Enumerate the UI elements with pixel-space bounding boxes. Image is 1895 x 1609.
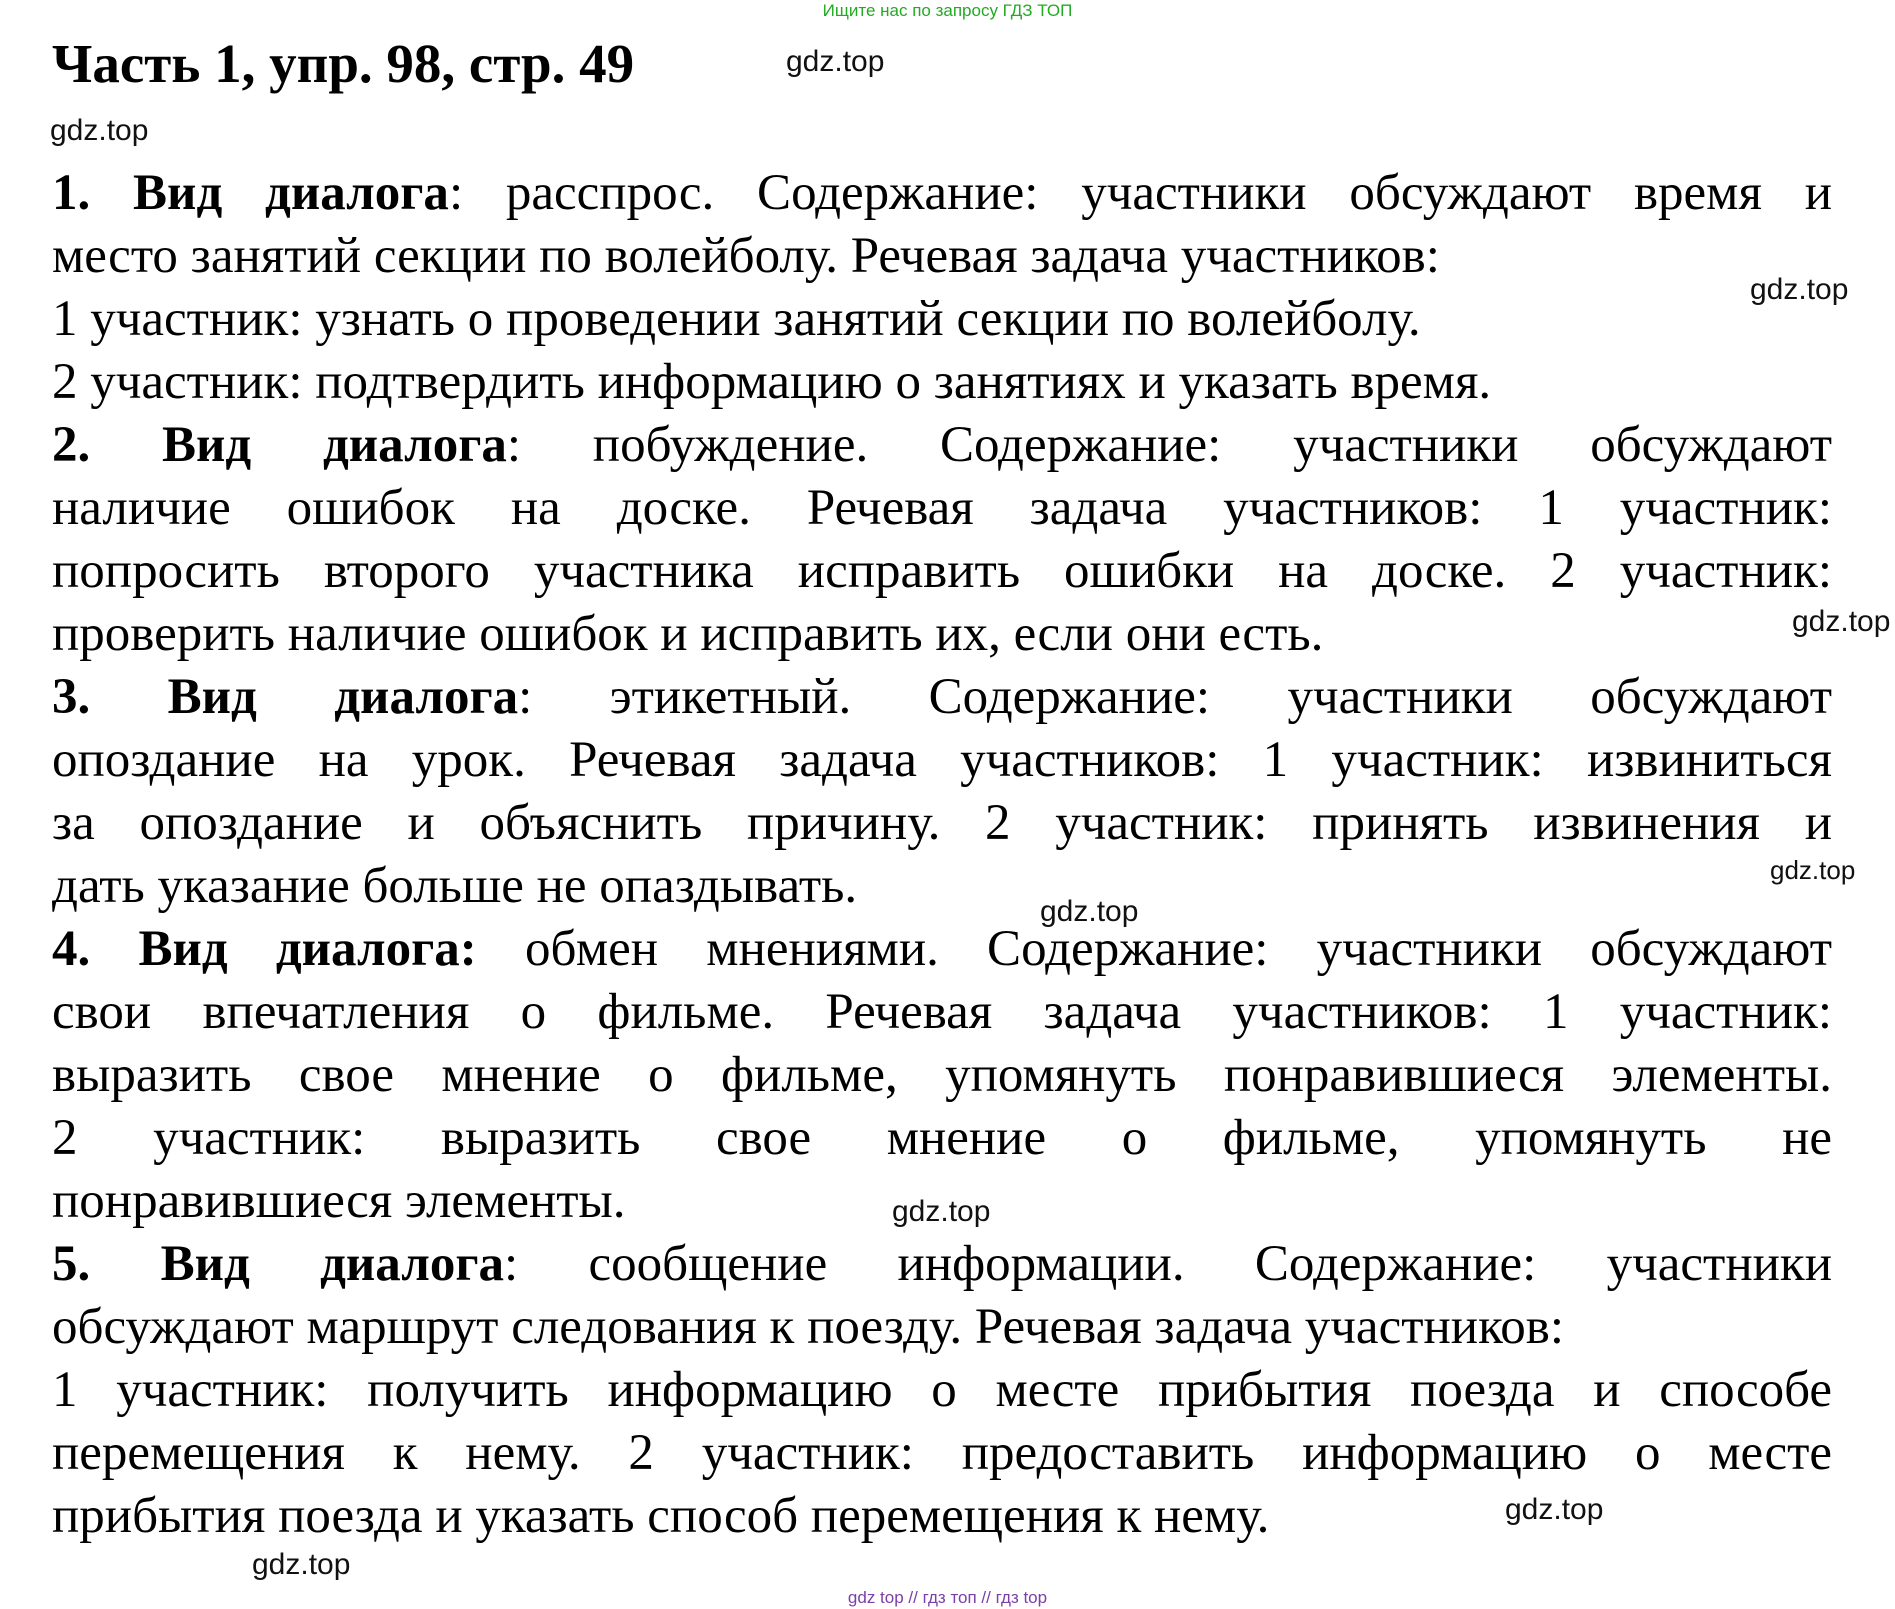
paragraph-5-line-5: прибытия поезда и указать способ перемещения к нему.: [52, 1488, 1270, 1544]
footer-watermark: gdz top // гдз топ // гдз top: [847, 1588, 1048, 1607]
paragraph-5-line-3: 1 участник: получить информацию о месте прибытия поезда и способе: [52, 1362, 1832, 1418]
paragraph-4-line-2: свои впечатления о фильме. Речевая задача участников: 1 участник:: [52, 984, 1832, 1040]
watermark: gdz.top: [1505, 1493, 1604, 1526]
paragraph-2-line-1: 2. Вид диалога: побуждение. Содержание: участники обсуждают: [52, 417, 1832, 473]
page-title: Часть 1, упр. 98, стр. 49: [52, 33, 635, 94]
paragraph-3-line-4: дать указание больше не опаздывать.: [52, 858, 858, 914]
watermark: gdz.top: [1770, 855, 1856, 885]
paragraph-3-line-1: 3. Вид диалога: этикетный. Содержание: участники обсуждают: [52, 669, 1832, 725]
paragraph-1-line-4: 2 участник: подтвердить информацию о занятиях и указать время.: [52, 354, 1492, 410]
paragraph-4-line-3: выразить свое мнение о фильме, упомянуть понравившиеся элементы.: [52, 1047, 1832, 1103]
paragraph-4-line-5: понравившиеся элементы.: [52, 1173, 626, 1229]
paragraph-5-label: 5. Вид диалога: [52, 1236, 504, 1292]
paragraph-5-line-2: обсуждают маршрут следования к поезду. Речевая задача участников:: [52, 1299, 1565, 1355]
watermark: gdz.top: [1040, 895, 1139, 928]
paragraph-4-line-1: 4. Вид диалога: обмен мнениями. Содержание: участники обсуждают: [52, 921, 1832, 977]
paragraph-1-line-3: 1 участник: узнать о проведении занятий секции по волейболу.: [52, 291, 1421, 347]
watermark: gdz.top: [252, 1548, 351, 1581]
watermark: gdz.top: [50, 114, 149, 147]
paragraph-3-label: 3. Вид диалога: [52, 669, 519, 725]
paragraph-5-line-1: 5. Вид диалога: сообщение информации. Содержание: участники: [52, 1236, 1832, 1292]
paragraph-5-line-4: перемещения к нему. 2 участник: предоставить информацию о месте: [52, 1425, 1832, 1481]
paragraph-4-label: 4. Вид диалога:: [52, 921, 477, 977]
top-banner: Ищите нас по запросу ГДЗ ТОП: [822, 1, 1073, 20]
paragraph-1-line-2: место занятий секции по волейболу. Речевая задача участников:: [52, 228, 1440, 284]
paragraph-2-line-2: наличие ошибок на доске. Речевая задача участников: 1 участник:: [52, 480, 1832, 536]
paragraph-1-label: 1. Вид диалога: [52, 165, 449, 221]
watermark: gdz.top: [892, 1195, 991, 1228]
paragraph-2-label: 2. Вид диалога: [52, 417, 507, 473]
paragraph-3-line-2: опоздание на урок. Речевая задача участников: 1 участник: извиниться: [52, 732, 1832, 788]
watermark: gdz.top: [1792, 605, 1891, 638]
paragraph-3-line-3: за опоздание и объяснить причину. 2 участник: принять извинения и: [52, 795, 1832, 851]
paragraph-2-line-4: проверить наличие ошибок и исправить их, если они есть.: [52, 606, 1324, 662]
watermark: gdz.top: [1750, 273, 1849, 306]
watermark: gdz.top: [786, 45, 885, 78]
paragraph-2-line-3: попросить второго участника исправить ошибки на доске. 2 участник:: [52, 543, 1832, 599]
paragraph-4-line-4: 2 участник: выразить свое мнение о фильме, упомянуть не: [52, 1110, 1832, 1166]
paragraph-1-line-1: 1. Вид диалога: расспрос. Содержание: участники обсуждают время и: [52, 165, 1832, 221]
answer-text: [52, 162, 1832, 1548]
